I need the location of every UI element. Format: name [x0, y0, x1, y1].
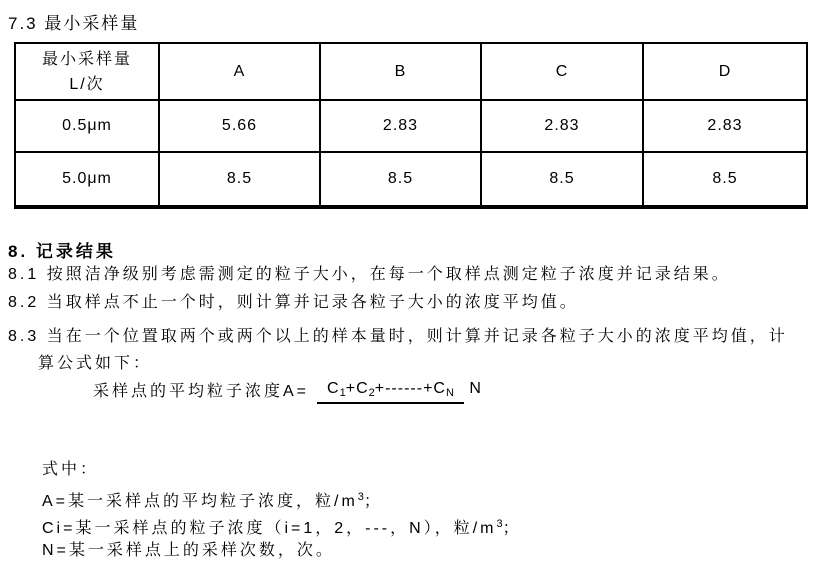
average-concentration-formula — [93, 378, 482, 401]
min-sample-volume-table — [14, 42, 808, 209]
legend-line-n: N=某一采样点上的采样次数，次。 — [42, 542, 335, 559]
cell-value: 2.83 — [320, 100, 481, 152]
row-label-5-0um: 5.0μm — [15, 152, 159, 207]
formula-denominator: N — [469, 380, 482, 397]
table-row — [15, 152, 807, 207]
paragraph-8-1: 8.1 按照洁净级别考虑需测定的粒子大小，在每一个取样点测定粒子浓度并记录结果。 — [8, 266, 731, 283]
formula-fraction — [317, 380, 482, 399]
legend-line-ci: Ci=某一采样点的粒子浓度（i=1，2，---，N），粒$/m^3$； — [42, 518, 522, 537]
cell-value: 5.66 — [159, 100, 320, 152]
table-corner-cell — [15, 43, 159, 100]
table-corner-line2: L/次 — [69, 75, 105, 93]
cell-value: 8.5 — [481, 152, 643, 207]
section-7-3-title: 7.3 最小采样量 — [8, 14, 140, 33]
cell-value: 8.5 — [320, 152, 481, 207]
table-corner-line1: 最小采样量 — [41, 50, 132, 68]
table-col-header-c: C — [481, 43, 643, 100]
formula-label: 采样点的平均粒子浓度A= — [93, 383, 310, 400]
legend-line-a: A=某一采样点的平均粒子浓度，粒$/m^3$； — [42, 491, 383, 510]
table-row — [15, 100, 807, 152]
table-header-row — [15, 43, 807, 100]
cell-value: 2.83 — [643, 100, 807, 152]
cell-value: 8.5 — [159, 152, 320, 207]
formula-numerator: $C_1+C_2+------+C_N$ — [317, 380, 464, 404]
table-col-header-a: A — [159, 43, 320, 100]
paragraph-8-3-line1: 8.3 当在一个位置取两个或两个以上的样本量时，则计算并记录各粒子大小的浓度平均值，计 — [8, 328, 788, 345]
paragraph-8-3-line2: 算公式如下： — [38, 355, 153, 372]
row-label-0-5um: 0.5μm — [15, 100, 159, 152]
section-8-heading: 8. 记录结果 — [8, 242, 116, 261]
cell-value: 2.83 — [481, 100, 643, 152]
cell-value: 8.5 — [643, 152, 807, 207]
legend-intro: 式中： — [42, 461, 100, 478]
paragraph-8-2: 8.2 当取样点不止一个时，则计算并记录各粒子大小的浓度平均值。 — [8, 294, 579, 311]
table-col-header-b: B — [320, 43, 481, 100]
table-col-header-d: D — [643, 43, 807, 100]
